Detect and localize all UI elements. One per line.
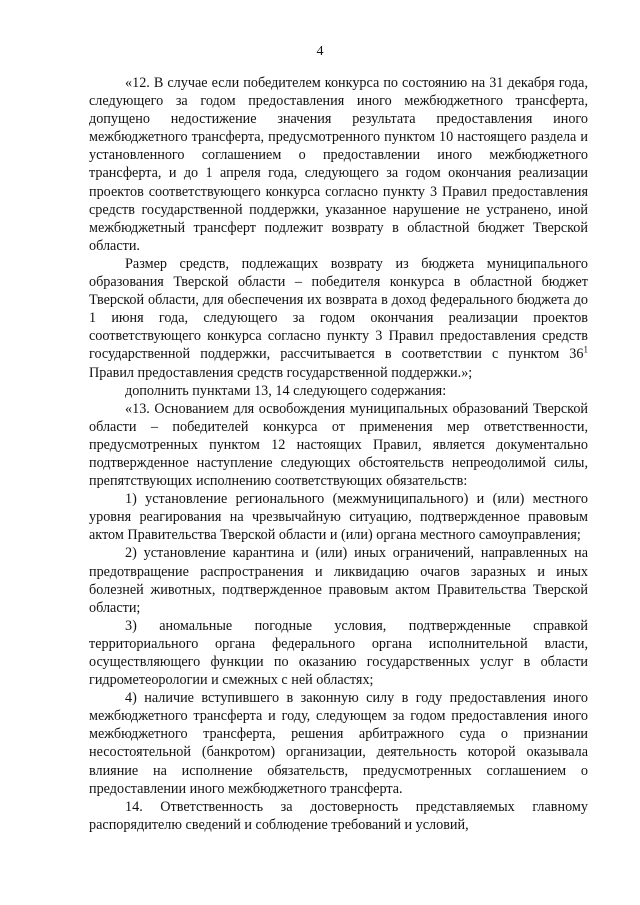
paragraph-text-start: Размер средств, подлежащих возврату из бюджета муниципального образования Тверской области – победителя конкурса в областной бюджет Тверской области, для обеспечения их возврата в доход федерального бюджета до 1 июня года, следующего за годом окончания реализации проектов соответствующего конкурса согласно пункту 3 Правил предоставления средств государственной поддержки, рассчитывается в соответствии с пунктом 36 <box>89 255 588 363</box>
paragraph-refund-amount <box>89 255 588 382</box>
list-item-2: 2) установление карантина и (или) иных ограничений, направленных на предотвращение распространения и ликвидацию очагов заразных и иных болезней животных, подтвержденное правовым актом Правительства Тверской области; <box>89 545 588 616</box>
list-item-3: 3) аномальные погодные условия, подтвержденные справкой территориального органа федерального органа исполнительной власти, осуществляющего функции по оказанию государственных услуг в области гидрометеорологии и смежных с ней областях; <box>89 617 588 689</box>
list-item-1: 1) установление регионального (межмуниципального) и (или) местного уровня реагирования на чрезвычайную ситуацию, подтвержденное правовым актом Правительства Тверской области и (или) органа местного самоуправления; <box>89 491 588 544</box>
footnote-superscript: 1 <box>583 344 588 355</box>
paragraph-clause-12: «12. В случае если победителем конкурса по состоянию на 31 декабря года, следующего за годом предоставления иного межбюджетного трансферта, допущено недостижение значения результата предоставления иного межбюджетного трансферта, предусмотренного пунктом 10 настоящего раздела и установленного соглашением о предоставлении иного межбюджетного трансферта, и до 1 апреля года, следующего за годом окончания реализации проектов соответствующего конкурса согласно пункту 3 Правил предоставления средств государственной поддержки, указанное нарушение не устранено, иной межбюджетный трансферт подлежит возврату в областной бюджет Тверской области. <box>89 75 588 254</box>
paragraph-clause-14: 14. Ответственность за достоверность представляемых главному распорядителю сведений и соблюдение требований и условий, <box>89 798 588 833</box>
paragraph-amendment-intro: дополнить пунктами 13, 14 следующего содержания: <box>125 382 447 399</box>
paragraph-text-end: Правил предоставления средств государственной поддержки.»; <box>89 364 473 381</box>
paragraph-clause-13: «13. Основанием для освобождения муниципальных образований Тверской области – победителей конкурса от применения мер ответственности, предусмотренных пунктом 12 настоящих Правил, является документально подтвержденное наступление следующих обстоятельств непреодолимой силы, препятствующих исполнению соответствующих обязательств: <box>89 400 588 490</box>
document-body <box>89 74 588 834</box>
list-item-4: 4) наличие вступившего в законную силу в году предоставления иного межбюджетного трансферта и году, следующем за годом предоставления иного межбюджетного трансферта, решения арбитражного суда о признании несостоятельной (банкротом) организации, деятельность которой оказывала влияние на исполнение обязательств, предусмотренных соглашением о предоставлении иного межбюджетного трансферта. <box>89 690 588 797</box>
page-number: 4 <box>316 44 324 59</box>
